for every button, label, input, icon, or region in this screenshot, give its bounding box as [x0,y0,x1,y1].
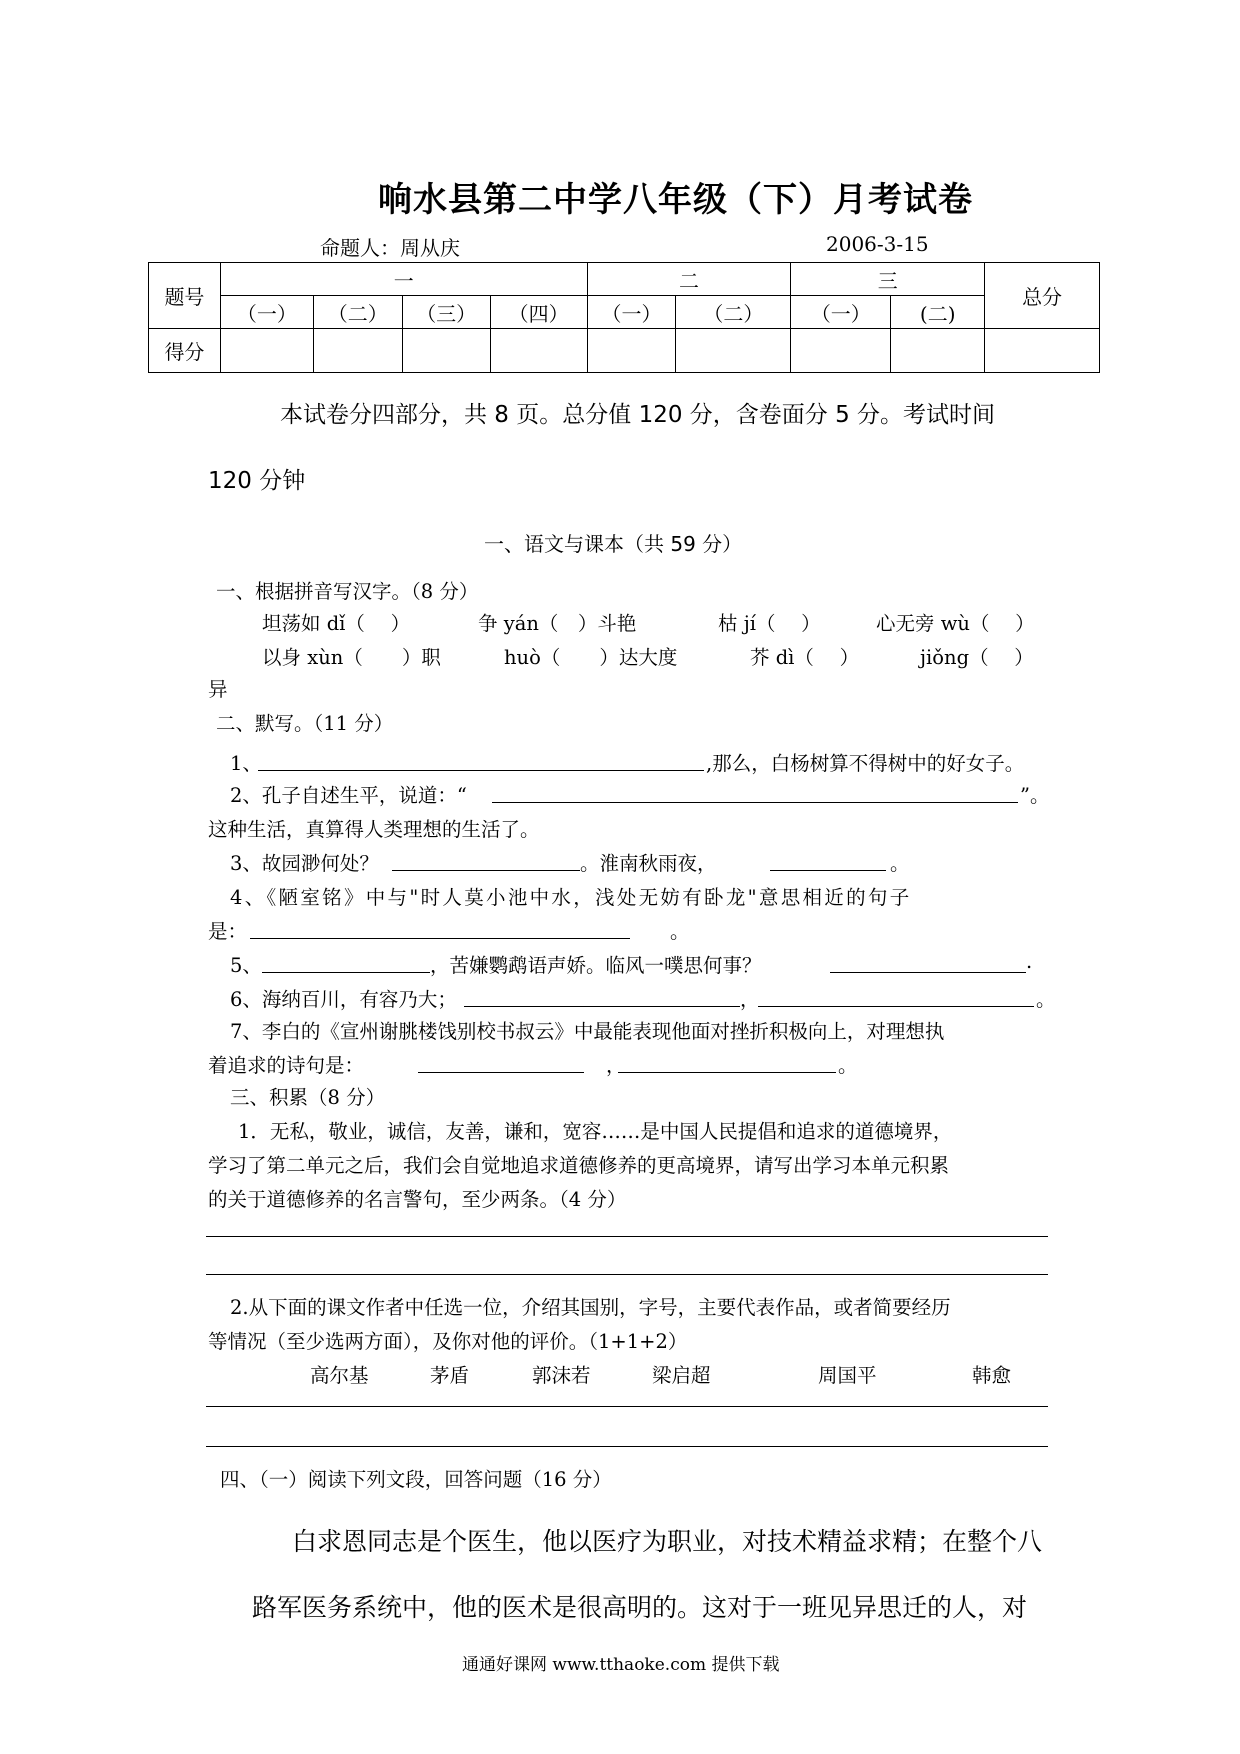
answer-line[interactable] [492,802,1018,803]
q2-item-3a: 3、故园渺何处？ [230,852,379,875]
q1-title: 一、根据拼音写汉字。（8 分） [216,580,479,603]
sub-header: （四） [490,296,587,329]
q3-para-1: 的关于道德修养的名言警句，至少两条。（4 分） [208,1188,627,1211]
q2-item-7-end: 。 [838,1054,858,1077]
reading-passage: 白求恩同志是个医生，他以医疗为职业，对技术精益求精；在整个八 [292,1527,1043,1556]
q2-item-5a: 5、 [230,954,262,977]
q2-item-6a: 6、海纳百川，有容乃大； [230,988,457,1011]
section-heading: 一、语文与课本（共 59 分） [484,532,743,556]
answer-line[interactable] [830,972,1026,973]
q2-item-7-cont: 着追求的诗句是： [208,1054,365,1077]
pinyin-continuation: 异 [208,678,228,701]
q4-title: 四、（一）阅读下列文段，回答问题（16 分） [220,1468,612,1491]
sub-header: （一） [220,296,313,329]
sub-header: （二） [676,296,791,329]
q3-para-1: 学习了第二单元之后，我们会自觉地追求道德修养的更高境界，请写出学习本单元积累 [208,1154,950,1177]
score-cell[interactable] [891,329,985,373]
q2-item-5c: . [1026,950,1033,973]
row-label-question: 题号 [149,263,221,329]
score-cell[interactable] [220,329,313,373]
score-cell[interactable] [791,329,891,373]
q3-title: 三、积累（8 分） [230,1086,386,1109]
pinyin-item: 枯 jí（ ） [718,612,821,635]
pinyin-item: 芥 dì（ ） [750,646,860,669]
answer-line[interactable] [392,870,580,871]
q2-item-2-end: ”。 [1020,784,1050,807]
score-cell[interactable] [313,329,402,373]
answer-line[interactable] [206,1236,1048,1237]
q3-para-2: 等情况（至少选两方面），及你对他的评价。（1+1+2） [208,1330,688,1353]
answer-line[interactable] [758,1006,1034,1007]
answer-line[interactable] [258,770,704,771]
sub-header: （一） [791,296,891,329]
q2-item-2: 2、孔子自述生平，说道：“ [230,784,467,807]
pinyin-item: huò（ ）达大度 [504,646,678,669]
author-name: 周国平 [818,1364,877,1387]
group-header-3: 三 [791,263,985,296]
sub-header: （三） [402,296,490,329]
exam-title: 响水县第二中学八年级（下）月考试卷 [378,180,973,220]
total-header: 总分 [985,263,1100,329]
sub-header: (二) [891,296,985,329]
total-score-cell[interactable] [985,329,1100,373]
answer-line[interactable] [250,938,630,939]
q2-item-1: ,那么，白杨树算不得树中的好女子。 [706,752,1025,775]
group-header-2: 二 [587,263,791,296]
group-header-1: 一 [220,263,587,296]
score-cell[interactable] [676,329,791,373]
sub-header: （一） [587,296,676,329]
intro-line-2: 120 分钟 [208,468,306,494]
pinyin-item: 心无旁 wù（ ） [876,612,1035,635]
q2-title: 二、默写。（11 分） [216,712,394,735]
pinyin-item: jiǒng（ ） [920,646,1034,669]
author-name: 茅盾 [430,1364,470,1387]
answer-line[interactable] [770,870,886,871]
q2-item-1-num: 1、 [230,752,262,775]
answer-line[interactable] [206,1274,1048,1275]
score-cell[interactable] [402,329,490,373]
row-label-score: 得分 [149,329,221,373]
exam-date: 2006-3-15 [826,232,929,256]
score-table [148,262,1100,373]
pinyin-item: 争 yán（ ）斗艳 [478,612,637,635]
q2-item-4-end: 。 [670,920,690,943]
q3-para-1: 1．无私，敬业，诚信，友善，谦和，宽容……是中国人民提倡和追求的道德境界， [238,1120,953,1143]
author-name: 梁启超 [652,1364,711,1387]
answer-line[interactable] [618,1072,836,1073]
answer-line[interactable] [206,1446,1048,1447]
sub-header: （二） [313,296,402,329]
q2-item-6b: ， [740,988,760,1011]
q2-item-3b: 。淮南秋雨夜， [580,852,717,875]
author-name: 郭沫若 [532,1364,591,1387]
answer-line[interactable] [262,972,430,973]
q3-para-2: 2.从下面的课文作者中任选一位，介绍其国别，字号，主要代表作品，或者简要经历 [230,1296,951,1319]
q2-item-6c: 。 [1036,988,1056,1011]
q2-item-4: 4、《陋室铭》中与"时人莫小池中水，浅处无妨有卧龙"意思相近的句子 [230,886,912,909]
score-cell[interactable] [587,329,676,373]
q2-item-3c: 。 [890,852,910,875]
author-name: 高尔基 [310,1364,369,1387]
q2-item-7-mid: ， [606,1054,626,1077]
reading-passage: 路军医务系统中，他的医术是很高明的。这对于一班见异思迁的人，对 [252,1593,1028,1622]
author-name: 韩愈 [972,1364,1012,1387]
answer-line[interactable] [464,1006,740,1007]
q2-item-5b: ，苦嫌鹦鹉语声娇。临风一噗思何事？ [430,954,762,977]
score-cell[interactable] [490,329,587,373]
q2-item-7: 7、李白的《宣州谢朓楼饯别校书叔云》中最能表现他面对挫折积极向上，对理想执 [230,1020,945,1043]
answer-line[interactable] [206,1406,1048,1407]
author-label: 命题人：周从庆 [320,236,460,260]
intro-line-1: 本试卷分四部分，共 8 页。总分值 120 分，含卷面分 5 分。考试时间 [280,402,996,428]
footer-note: 通通好课网 www.tthaoke.com 提供下载 [462,1655,780,1675]
q2-item-4-cont: 是： [208,920,248,943]
answer-line[interactable] [418,1072,584,1073]
pinyin-item: 以身 xùn（ ）职 [262,646,441,669]
pinyin-item: 坦荡如 dǐ（ ） [262,612,411,635]
q2-item-2-cont: 这种生活，真算得人类理想的生活了。 [208,818,540,841]
